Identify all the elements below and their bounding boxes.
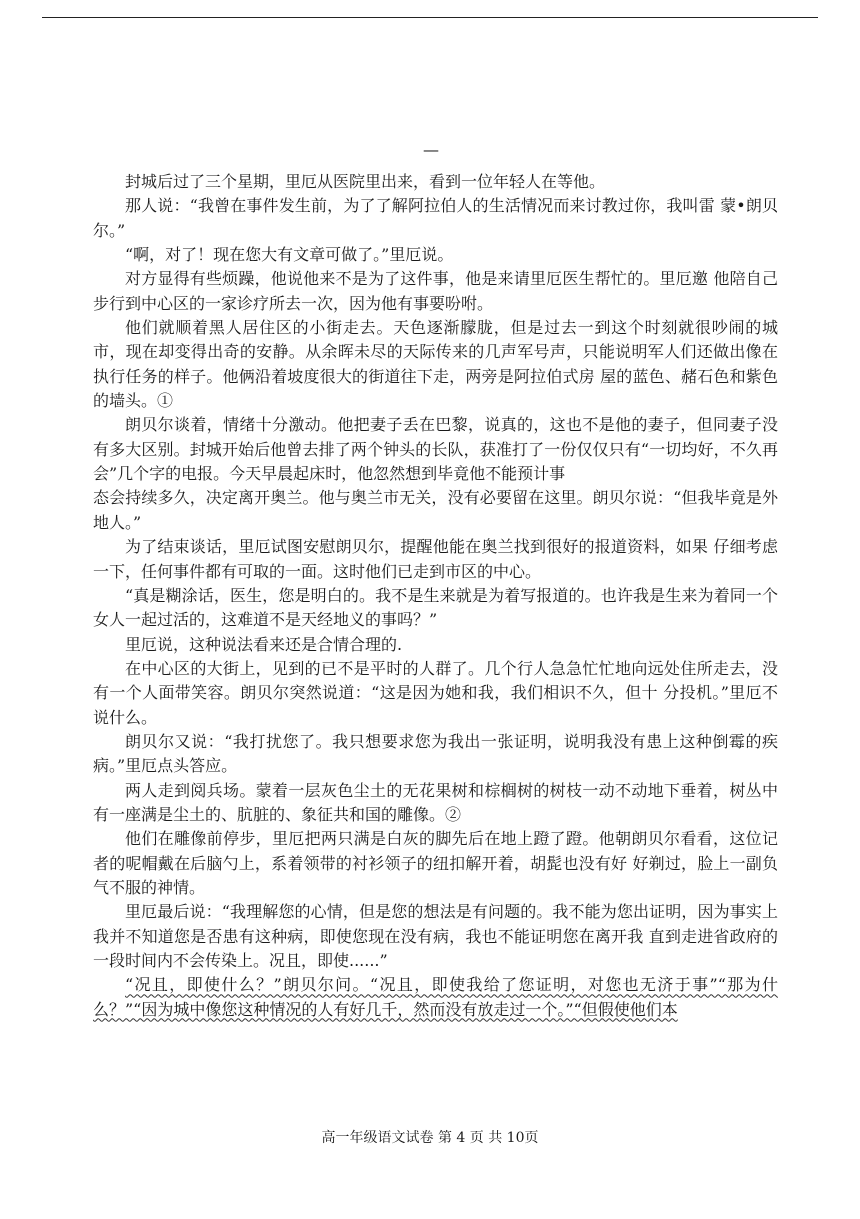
- page-footer: 高一年级语文试卷 第 4 页 共 10页: [321, 1130, 539, 1146]
- paragraph-12: 朗贝尔又说：“我打扰您了。我只想要求您为我出一张证明，说明我没有患上这种倒霉的疾病。”里厄点头答应。: [93, 731, 778, 776]
- paragraph-2: 那人说：“我曾在事件发生前，为了了解阿拉伯人的生活情况而来讨教过你，我叫雷 蒙•朗贝尔。”: [93, 196, 778, 240]
- paragraph-7: 态会持续多久，决定离开奥兰。他与奥兰市无关，没有必要留在这里。朗贝尔说：“但我毕竟是外地人。”: [93, 488, 778, 532]
- paragraph-8: 为了结束谈话，里厄试图安慰朗贝尔，提醒他能在奥兰找到很好的报道资料，如果 仔细考虑一下，任何事件都有可取的一面。这时他们已走到市区的中心。: [93, 537, 778, 581]
- header-rule: [42, 17, 818, 18]
- paragraph-5: 他们就顺着黑人居住区的小街走去。天色逐渐朦胧，但是过去一到这个时刻就很吵闹的城市，现在却变得出奇的安静。从余晖未尽的天际传来的几声军号声，只能说明军人们还做出像在执行任务的样子。他俩沿着坡度很大的街道往下走，两旁是阿拉伯式房 屋的蓝色、赭石色和紫色的墙头。①: [93, 318, 778, 411]
- paragraph-13: 两人走到阅兵场。蒙着一层灰色尘土的无花果树和棕榈树的树枝一动不动地下垂着，树丛中有一座满是尘土的、肮脏的、象征共和国的雕像。②: [93, 780, 778, 824]
- paragraph-10: 里厄说，这种说法看来还是合情合理的.: [125, 634, 403, 654]
- paragraph-15: 里厄最后说：“我理解您的心情，但是您的想法是有问题的。我不能为您出证明，因为事实上我并不知道您是否患有这种病，即使您现在没有病，我也不能证明您在离开我 直到走进省政府的一段时间内不会传染上。况且，即使......”: [93, 902, 778, 970]
- section-mark: —: [423, 140, 439, 159]
- paragraph-3: “啊，对了！现在您大有文章可做了。”里厄说。: [125, 245, 454, 265]
- paragraph-6: 朗贝尔谈着，情绪十分激动。他把妻子丢在巴黎，说真的，这也不是他的妻子，但同妻子没有多大区别。封城开始后他曾去排了两个钟头的长队，获准打了一份仅仅只有“一切均好，不久再会”几个字的电报。今天早晨起床时，他忽然想到毕竟他不能预计事: [93, 415, 778, 484]
- article-body: [93, 170, 778, 1022]
- paragraph-1: 封城后过了三个星期，里厄从医院里出来，看到一位年轻人在等他。: [125, 172, 606, 191]
- paragraph-11: 在中心区的大街上，见到的已不是平时的人群了。几个行人急急忙忙地向远处住所走去，没有一个人面带笑容。朗贝尔突然说道：“这是因为她和我，我们相识不久，但十 分投机。”里厄不说什么。: [93, 658, 778, 727]
- paragraph-16: “况且，即使什么？”朗贝尔问。“况且，即使我给了您证明，对您也无济于事”“那为什么？”“因为城中像您这种情况的人有好几千，然而没有放走过一个。”“但假使他们本: [93, 975, 778, 1019]
- paragraph-9: “真是糊涂话，医生，您是明白的。我不是生来就是为着写报道的。也许我是生来为着同一个女人一起过活的，这难道不是天经地义的事吗？”: [93, 585, 778, 630]
- paragraph-4: 对方显得有些烦躁，他说他来不是为了这件事，他是来请里厄医生帮忙的。里厄邀 他陪自己步行到中心区的一家诊疗所去一次，因为他有事要吩咐。: [93, 269, 778, 313]
- paragraph-14: 他们在雕像前停步，里厄把两只满是白灰的脚先后在地上蹬了蹬。他朝朗贝尔看看，这位记者的呢帽戴在后脑勺上，系着领带的衬衫领子的纽扣解开着，胡髭也没有好 好剃过，脸上一副负气不服的神情。: [93, 829, 778, 897]
